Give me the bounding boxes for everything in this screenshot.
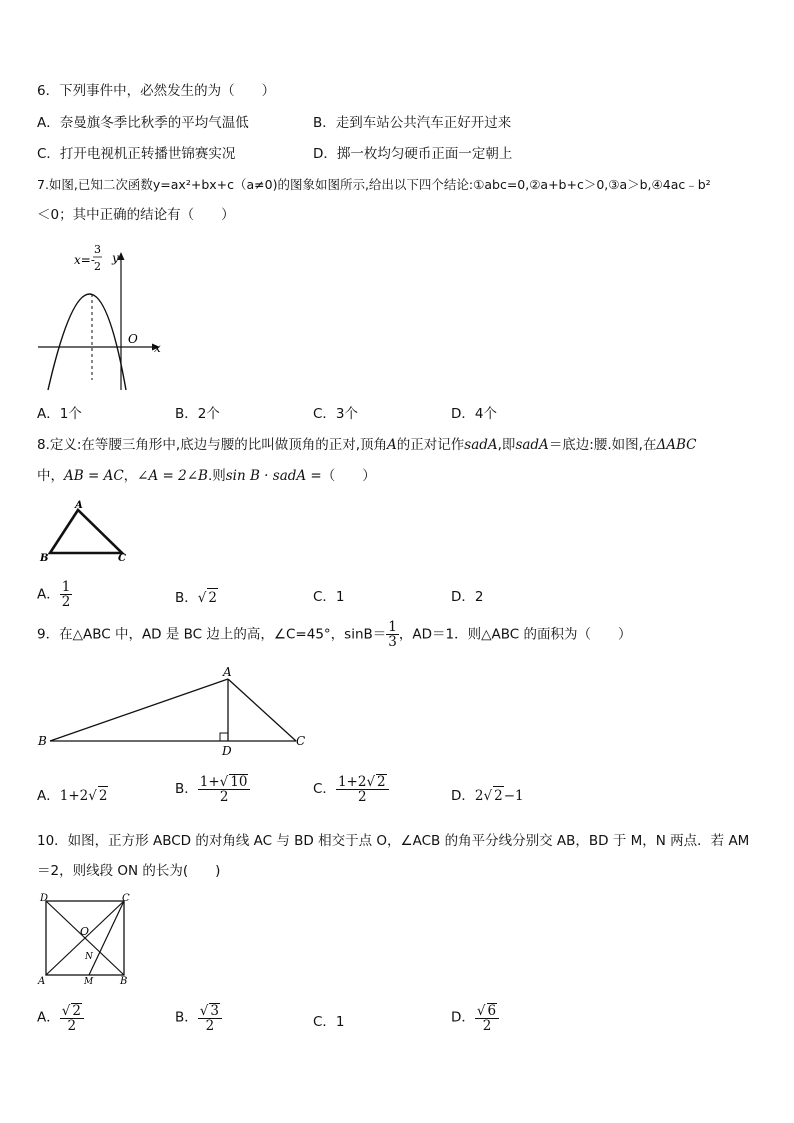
q9-option-c-fraction	[336, 774, 389, 804]
q8-option-a-fraction	[60, 580, 73, 609]
q10-option-a-radicand: 2	[72, 1003, 81, 1019]
q8-label-a: A	[75, 500, 83, 511]
q9-label-c: C	[296, 734, 306, 748]
q6-option-c[interactable]: C．打开电视机正转播世锦赛实况	[37, 146, 236, 162]
q9-option-b-prefix: B．	[175, 781, 198, 797]
q8-stem-text-6: ，	[123, 468, 138, 484]
q7-parabola-figure	[36, 238, 166, 394]
q10-option-a[interactable]	[37, 1003, 84, 1033]
q9-option-d-prefix: D．	[451, 788, 475, 804]
q6-option-d[interactable]: D．掷一枚均匀硬币正面一定朝上	[313, 146, 513, 162]
q8-option-a-den: 2	[61, 594, 71, 610]
q9-stem	[37, 620, 631, 649]
q9-option-d-tail: −1	[503, 788, 524, 804]
q10-option-d-fraction	[475, 1003, 499, 1033]
q10-option-a-fraction	[60, 1003, 84, 1033]
q9-option-a-radicand: 2	[98, 788, 108, 804]
q8-label-c: C	[118, 553, 126, 564]
q9-option-c[interactable]	[313, 774, 389, 804]
q8-option-a[interactable]	[37, 580, 72, 609]
q9-label-b: B	[38, 734, 47, 748]
q6-option-b[interactable]: B．走到车站公共汽车正好开过来	[313, 115, 512, 131]
q10-option-b-num	[198, 1003, 222, 1019]
q8-option-b-prefix: B．	[175, 590, 198, 606]
sqrt-icon: √	[219, 774, 229, 790]
q7-y-label: y	[112, 251, 119, 265]
q7-option-b[interactable]: B．2个	[175, 406, 220, 422]
q10-label-o: O	[80, 925, 90, 938]
q8-option-d[interactable]: D．2	[451, 589, 484, 605]
q10-square-figure	[34, 893, 134, 987]
q9-option-b-den: 2	[219, 789, 229, 805]
q9-option-b-fraction	[198, 774, 251, 804]
q10-option-a-prefix: A．	[37, 1009, 60, 1026]
q10-option-b-prefix: B．	[175, 1009, 198, 1026]
q8-stem-text-2: 的正对记作	[396, 437, 465, 453]
q8-stem-sada: sadA	[464, 437, 498, 453]
q8-stem-text-8: （ ）	[321, 468, 376, 484]
q8-stem-eq1: AB = AC	[64, 468, 124, 484]
q8-stem-sada-2: sadA	[515, 437, 549, 453]
q8-stem-expr: sin B · sadA =	[225, 468, 322, 484]
sqrt-icon: √	[199, 1003, 209, 1019]
q7-axis-den: 2	[94, 260, 101, 273]
q9-option-a[interactable]	[37, 786, 108, 805]
q10-option-b-fraction	[198, 1003, 222, 1033]
q9-stem-text-2: ，AD＝1．则△ABC 的面积为（ ）	[398, 626, 632, 643]
q7-x-label: x	[154, 341, 161, 355]
q9-option-a-lead: 1+2	[59, 788, 89, 804]
q10-option-b-den: 2	[205, 1018, 215, 1034]
q10-label-m: M	[84, 977, 94, 987]
q10-label-b: B	[120, 976, 128, 987]
q7-stem-line2: ＜0；其中正确的结论有（ ）	[37, 207, 235, 223]
sqrt-icon: √	[61, 1003, 71, 1019]
q9-stem-num: 1	[388, 619, 397, 635]
q9-option-b-num	[198, 774, 251, 790]
q9-label-d: D	[222, 744, 232, 757]
q9-option-d[interactable]	[451, 786, 524, 805]
q10-option-a-den: 2	[67, 1018, 77, 1034]
q8-stem-triangle: ΔABC	[656, 437, 697, 453]
q8-triangle-figure	[38, 498, 134, 566]
q10-option-d-den: 2	[482, 1018, 492, 1034]
q9-stem-fraction	[386, 620, 399, 649]
q8-label-b: B	[40, 553, 49, 564]
q8-stem-text-3: ,即	[497, 437, 516, 453]
q9-option-c-num	[336, 774, 389, 790]
q8-option-c[interactable]: C．1	[313, 589, 345, 605]
q7-axis-num: 3	[94, 243, 101, 256]
q10-label-c: C	[122, 893, 130, 904]
q8-option-b-radicand: 2	[208, 590, 217, 606]
q10-option-d[interactable]	[451, 1003, 499, 1033]
q8-stem-line2	[37, 467, 376, 485]
q10-option-d-prefix: D．	[451, 1009, 475, 1026]
q8-option-a-prefix: A．	[37, 586, 60, 603]
q8-stem-line1	[37, 436, 696, 454]
q8-option-b[interactable]	[175, 588, 218, 607]
q8-stem-text-7: .则	[207, 468, 226, 484]
q9-option-d-radicand: 2	[494, 788, 503, 804]
q8-stem-text-1: 8.定义:在等腰三角形中,底边与腰的比叫做顶角的正对,顶角	[37, 437, 388, 453]
q8-stem-eq2: ∠A = 2∠B	[137, 468, 208, 484]
q8-stem-var-a: A	[387, 437, 397, 453]
q6-stem: 6．下列事件中，必然发生的为（ ）	[37, 83, 276, 99]
q10-option-c[interactable]: C．1	[313, 1014, 345, 1030]
q10-option-d-radicand: 6	[487, 1003, 497, 1019]
q7-axis-label: x=-	[74, 253, 95, 267]
q10-label-n: N	[85, 952, 93, 962]
q10-option-d-num	[475, 1003, 499, 1019]
q6-option-a[interactable]: A．奈曼旗冬季比秋季的平均气温低	[37, 115, 249, 131]
q10-label-d: D	[40, 893, 49, 904]
q9-triangle-figure	[34, 665, 318, 757]
q10-option-a-num	[60, 1003, 84, 1019]
q9-option-c-radicand: 2	[377, 774, 386, 790]
sqrt-icon: √	[366, 774, 376, 790]
q8-stem-text-5: 中，	[37, 468, 64, 484]
sqrt-icon: √	[483, 788, 493, 804]
q8-stem-text-4: ＝底边:腰.如图,在	[548, 437, 657, 453]
sqrt-icon: √	[476, 1003, 486, 1019]
q9-option-d-lead: 2	[474, 788, 484, 804]
q7-option-c[interactable]: C．3个	[313, 406, 359, 422]
q9-option-a-prefix: A．	[37, 788, 60, 804]
q9-option-c-prefix: C．	[313, 781, 336, 797]
q9-label-a: A	[223, 665, 232, 679]
q9-stem-den: 3	[388, 634, 397, 650]
q10-label-a: A	[38, 976, 46, 987]
q8-option-a-num: 1	[61, 579, 71, 595]
sqrt-icon: √	[88, 788, 97, 804]
q7-stem-line1: 7.如图,已知二次函数y=ax²+bx+c（a≠0)的图象如图所示,给出以下四个结论:①abc=0,②a+b+c＞0,③a＞b,④4ac﹣b²	[37, 177, 711, 192]
q10-stem-line2: ＝2，则线段 ON 的长为( )	[37, 863, 221, 879]
q10-option-b[interactable]	[175, 1003, 222, 1033]
q9-option-c-num-lead: 1+2	[337, 774, 367, 790]
q9-option-b-num-lead: 1+	[199, 774, 220, 790]
sqrt-icon: √	[197, 590, 207, 606]
q10-stem-line1: 10．如图，正方形 ABCD 的对角线 AC 与 BD 相交于点 O，∠ACB 的角平分线分别交 AB，BD 于 M，N 两点．若 AM	[37, 833, 750, 849]
q9-stem-text-1: 9．在△ABC 中，AD 是 BC 边上的高，∠C=45°，sinB＝	[37, 626, 387, 643]
q7-option-a[interactable]: A．1个	[37, 406, 82, 422]
q9-option-c-den: 2	[357, 789, 367, 805]
q10-option-b-radicand: 3	[210, 1003, 219, 1019]
q7-origin-label: O	[128, 332, 138, 346]
q9-option-b[interactable]	[175, 774, 250, 804]
q7-option-d[interactable]: D．4个	[451, 406, 497, 422]
q9-option-b-radicand: 10	[230, 774, 248, 790]
